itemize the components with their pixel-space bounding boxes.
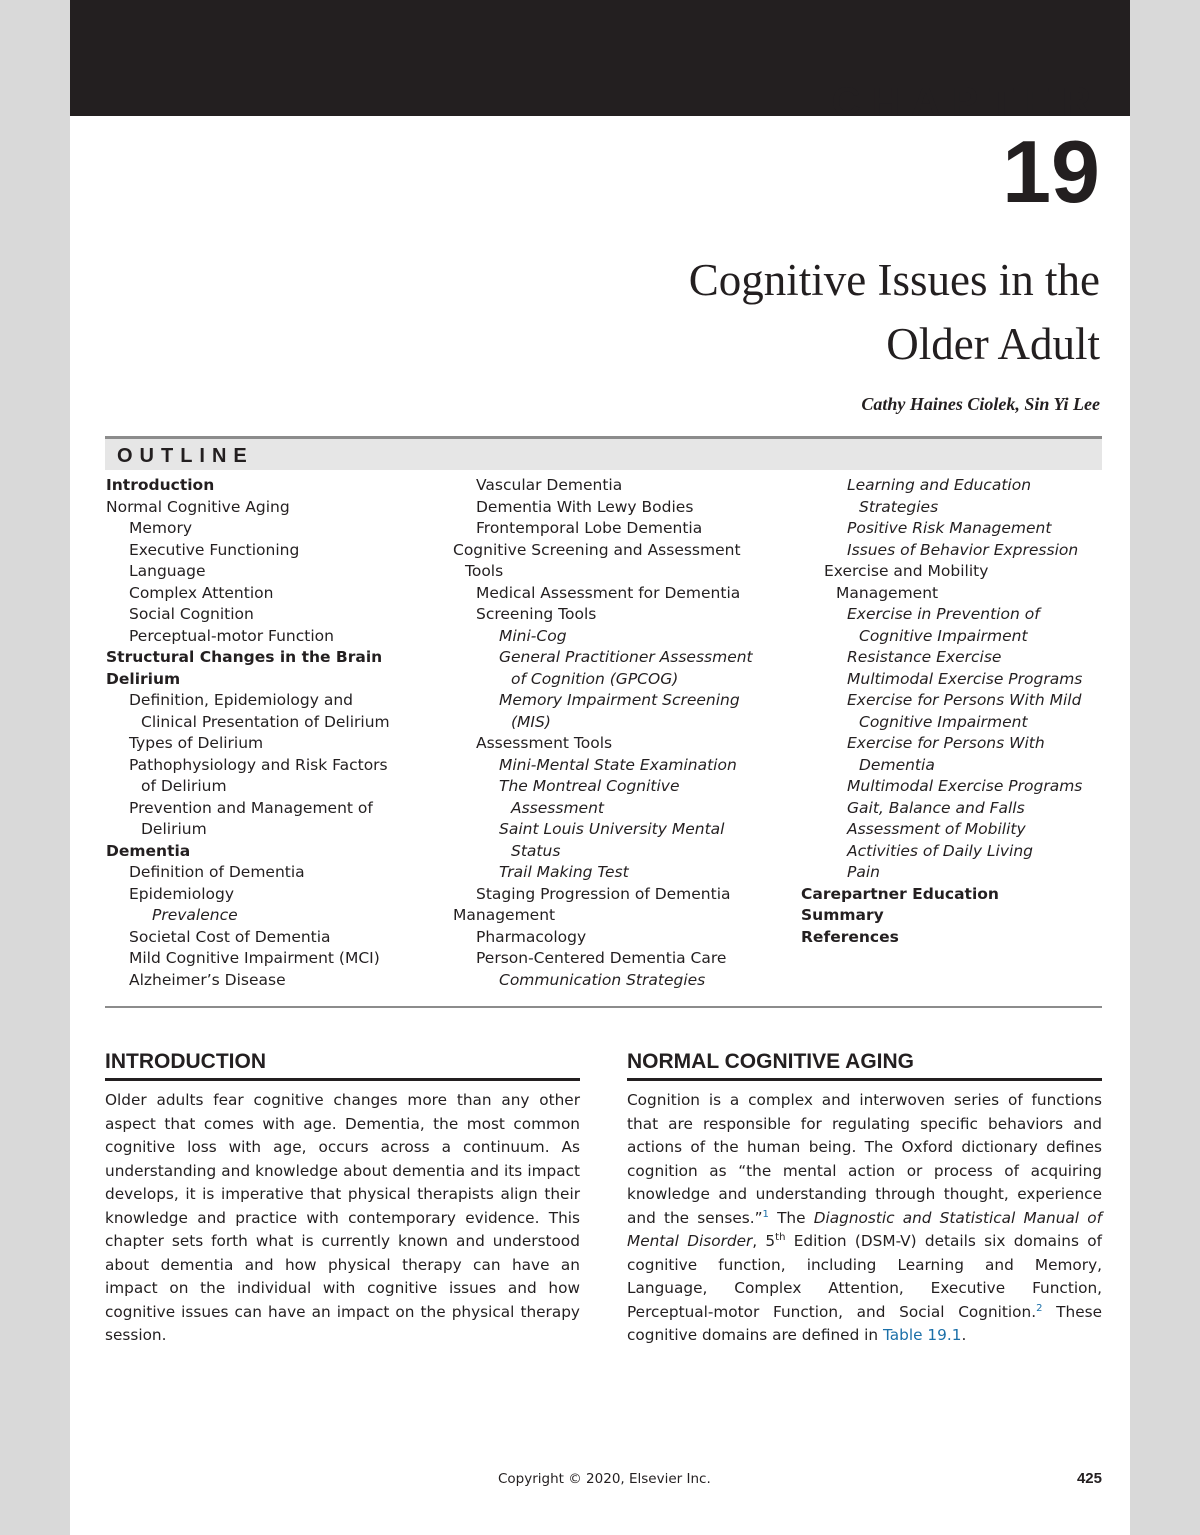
outline-item[interactable]: Positive Risk Management [847, 519, 1052, 537]
paragraph-text: . [961, 1326, 967, 1344]
dsm-title: Diagnostic and Statistical Manual of Mental Disorder [627, 1208, 1102, 1250]
outline-item[interactable]: Executive Functioning [129, 540, 300, 559]
outline-item-continued[interactable]: Cognitive Impairment [859, 626, 1028, 645]
outline-item-continued[interactable]: of Delirium [141, 777, 227, 795]
outline-item[interactable]: Multimodal Exercise Programs [847, 669, 1083, 688]
copyright-notice: Copyright © 2020, Elsevier Inc. [498, 1471, 711, 1487]
paragraph-text: Cognition is a complex and interwoven series of functions that are responsible for regulating specific behaviors and actions of the human being. The Oxford dictionary defines cognition as “the mental action or process of acquiring knowledge and understanding through thought, experience and the senses.” [627, 1091, 1102, 1227]
outline-item-continued[interactable]: Management [836, 583, 939, 602]
paragraph-text: The [768, 1208, 814, 1227]
outline-item[interactable]: Mild Cognitive Impairment (MCI) [129, 949, 380, 967]
outline-item[interactable]: Prevention and Management of [129, 798, 373, 817]
outline-item-continued[interactable]: of Cognition (GPCOG) [511, 669, 679, 688]
outline-item[interactable]: Summary [801, 906, 884, 924]
outline-item[interactable]: Vascular Dementia [476, 476, 623, 494]
outline-item-continued[interactable]: Delirium [141, 820, 207, 838]
outline-item-continued[interactable]: Cognitive Impairment [859, 712, 1028, 731]
outline-item[interactable]: Definition of Dementia [129, 863, 305, 881]
outline-item[interactable]: Introduction [106, 476, 215, 494]
outline-item[interactable]: Epidemiology [129, 884, 235, 903]
outline-column-1 [106, 475, 456, 991]
normal-aging-heading: NORMAL COGNITIVE AGING [627, 1050, 1102, 1081]
outline-item[interactable]: Trail Making Test [499, 863, 629, 881]
introduction-paragraph: Older adults fear cognitive changes more than any other aspect that comes with age. Dementia, the most common cognitive loss with age, occurs across a continuum. As understanding and knowledge about dementia and its impact develops, it is imperative that physical therapists align their knowledge and practice with contemporary evidence. This chapter sets forth what is currently known and understood about dementia and how physical therapy can have an impact on the individual with cognitive issues and how cognitive issues can have an impact on the physical therapy session. [105, 1091, 580, 1344]
ordinal-suffix: th [775, 1231, 786, 1243]
outline-column-3 [801, 475, 1111, 948]
chapter-authors: Cathy Haines Ciolek, Sin Yi Lee [861, 394, 1100, 414]
outline-item[interactable]: Dementia [106, 841, 191, 860]
outline-item[interactable]: Exercise for Persons With Mild [847, 691, 1082, 709]
page-number: 425 [1076, 1470, 1102, 1487]
outline-item[interactable]: Communication Strategies [499, 970, 706, 989]
outline-item[interactable]: Assessment of Mobility [847, 820, 1026, 838]
outline-item[interactable]: Types of Delirium [129, 734, 264, 752]
outline-item[interactable]: Activities of Daily Living [847, 841, 1034, 860]
outline-item-continued[interactable]: (MIS) [511, 712, 551, 731]
outline-item[interactable]: References [801, 927, 899, 946]
outline-item[interactable]: Perceptual-motor Function [129, 626, 334, 645]
outline-item[interactable]: Pharmacology [476, 927, 587, 946]
outline-item-continued[interactable]: Strategies [859, 497, 939, 516]
chapter-title [500, 248, 1100, 376]
outline-label: OUTLINE [117, 445, 254, 467]
outline-item[interactable]: Social Cognition [129, 605, 254, 623]
outline-divider [105, 1006, 1102, 1008]
outline-item[interactable]: Pathophysiology and Risk Factors [129, 755, 388, 774]
outline-item[interactable]: Carepartner Education [801, 884, 999, 903]
outline-item[interactable]: Resistance Exercise [847, 648, 1002, 666]
table-19-1-link[interactable]: Table 19.1 [882, 1326, 962, 1344]
outline-item[interactable]: Memory Impairment Screening [499, 691, 740, 709]
outline-item[interactable]: Structural Changes in the Brain [106, 648, 383, 666]
chapter-title-line1: Cognitive Issues in the [688, 255, 1100, 305]
outline-item[interactable]: Definition, Epidemiology and [129, 691, 354, 709]
outline-item[interactable]: The Montreal Cognitive [499, 777, 680, 795]
introduction-heading: INTRODUCTION [105, 1050, 580, 1081]
outline-item[interactable]: Mini-Mental State Examination [499, 755, 737, 774]
outline-item[interactable]: Exercise for Persons With [847, 734, 1045, 752]
outline-item[interactable]: Issues of Behavior Expression [847, 540, 1079, 559]
outline-header [105, 436, 1102, 470]
outline-item[interactable]: Gait, Balance and Falls [847, 798, 1025, 817]
outline-item[interactable]: Staging Progression of Dementia [476, 884, 731, 903]
outline-column-2 [453, 475, 793, 991]
outline-item-continued[interactable]: Clinical Presentation of Delirium [141, 712, 390, 731]
normal-aging-paragraph [627, 1089, 1102, 1348]
outline-item[interactable]: Normal Cognitive Aging [106, 497, 290, 516]
outline-item[interactable]: Societal Cost of Dementia [129, 927, 331, 946]
paragraph-text: Edition (DSM-V) details six domains of cognitive function, including Learning and Memory, Language, Complex Attention, Executive Function, Perceptual-motor Function, and Social Cognition. [627, 1232, 1102, 1321]
outline-item[interactable]: Management [453, 906, 556, 924]
outline-item[interactable]: Frontemporal Lobe Dementia [476, 519, 703, 537]
outline-item[interactable]: Assessment Tools [476, 734, 613, 752]
outline-item[interactable]: Memory [129, 519, 193, 537]
outline-item[interactable]: Alzheimer’s Disease [129, 970, 286, 989]
outline-item[interactable]: Screening Tools [476, 605, 597, 623]
outline-item[interactable]: General Practitioner Assessment [499, 648, 753, 666]
outline-item[interactable]: Prevalence [152, 906, 238, 924]
chapter-label: CHAPTER [831, 80, 1102, 124]
outline-item[interactable]: Person-Centered Dementia Care [476, 949, 727, 967]
outline-item[interactable]: Learning and Education [847, 476, 1032, 494]
outline-item-continued[interactable]: Dementia [859, 755, 935, 774]
outline-item-continued[interactable]: Tools [465, 562, 504, 580]
outline-item[interactable]: Cognitive Screening and Assessment [453, 540, 741, 559]
reference-2-link[interactable]: 2 [1036, 1302, 1043, 1314]
book-page [70, 0, 1130, 1535]
chapter-number: 19 [1002, 122, 1100, 221]
outline-item[interactable]: Saint Louis University Mental [499, 820, 725, 838]
outline-item[interactable]: Dementia With Lewy Bodies [476, 497, 694, 516]
outline-item-continued[interactable]: Assessment [511, 798, 604, 817]
outline-item-continued[interactable]: Status [511, 841, 561, 860]
outline-item[interactable]: Language [129, 562, 206, 580]
outline-item[interactable]: Exercise and Mobility [824, 562, 989, 580]
outline-item[interactable]: Exercise in Prevention of [847, 605, 1040, 623]
outline-item[interactable]: Medical Assessment for Dementia [476, 583, 741, 602]
outline-item[interactable]: Complex Attention [129, 583, 274, 602]
outline-item[interactable]: Mini-Cog [499, 626, 567, 645]
chapter-title-line2: Older Adult [886, 319, 1100, 369]
paragraph-text: , 5 [752, 1232, 776, 1250]
outline-item[interactable]: Pain [847, 863, 880, 881]
paragraph-text: These cognitive domains are defined in [627, 1302, 1102, 1344]
outline-item[interactable]: Multimodal Exercise Programs [847, 777, 1083, 795]
reference-1-link[interactable]: 1 [762, 1208, 769, 1220]
outline-item[interactable]: Delirium [106, 669, 181, 688]
